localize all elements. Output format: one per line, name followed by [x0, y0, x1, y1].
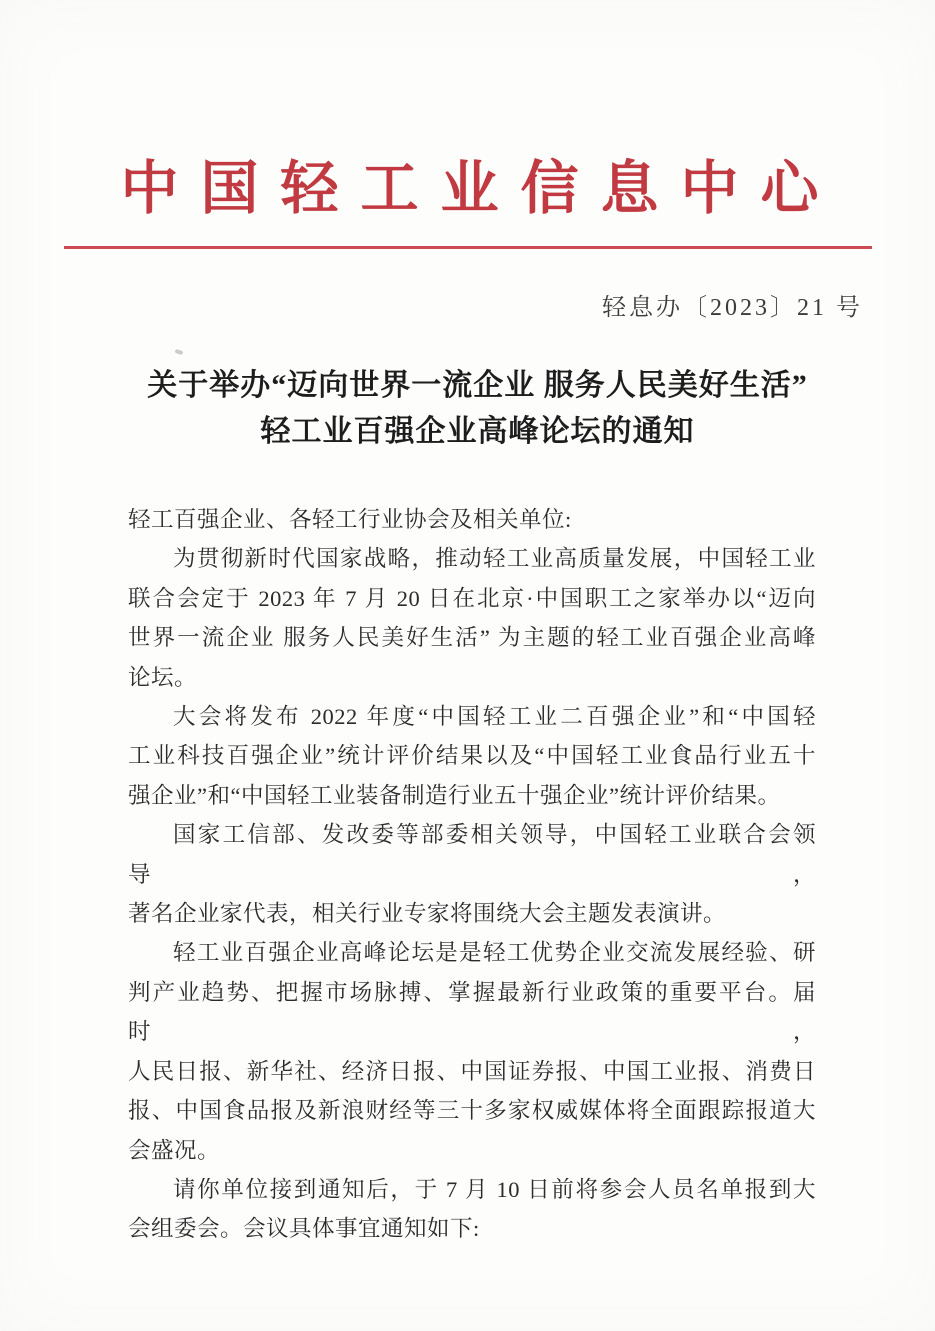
body-line: 世界一流企业 服务人民美好生活” 为主题的轻工业百强企业高峰	[128, 625, 816, 651]
body-line: 为贯彻新时代国家战略，推动轻工业高质量发展，中国轻工业	[173, 546, 816, 572]
body-line: 论坛。	[128, 664, 198, 690]
body-line: 判产业趋势、把握市场脉搏、掌握最新行业政策的重要平台。届时，	[128, 979, 816, 1045]
body-line: 会盛况。	[128, 1137, 221, 1163]
document-number: 轻息办〔2023〕21 号	[602, 295, 863, 321]
body-line: 工业科技百强企业”统计评价结果以及“中国轻工业食品行业五十	[128, 743, 816, 769]
body-line: 人民日报、新华社、经济日报、中国证券报、中国工业报、消费日	[128, 1058, 816, 1084]
body-line: 大会将发布 2022 年度“中国轻工业二百强企业”和“中国轻	[173, 704, 816, 730]
notice-body	[128, 500, 816, 1249]
body-line: 报、中国食品报及新浪财经等三十多家权威媒体将全面跟踪报道大	[128, 1098, 816, 1124]
letterhead-org-name: 中国轻工业信息中心	[120, 156, 841, 221]
scan-smudge	[175, 349, 184, 355]
body-line: 强企业”和“中国轻工业装备制造行业五十强企业”统计评价结果。	[128, 782, 781, 808]
body-line: 请你单位接到通知后，于 7 月 10 日前将参会人员名单报到大	[173, 1176, 816, 1202]
body-line: 轻工业百强企业高峰论坛是是轻工优势企业交流发展经验、研	[173, 940, 816, 966]
letterhead-rule	[64, 246, 872, 249]
notice-title	[10, 363, 935, 455]
body-line: 国家工信部、发改委等部委相关领导，中国轻工业联合会领导，	[128, 822, 816, 887]
body-line: 著名企业家代表，相关行业专家将围绕大会主题发表演讲。	[128, 901, 727, 927]
body-line: 会组委会。会议具体事宜通知如下:	[128, 1216, 480, 1242]
body-line-salutation: 轻工百强企业、各轻工行业协会及相关单位:	[128, 507, 572, 532]
body-line: 联合会定于 2023 年 7 月 20 日在北京·中国职工之家举办以“迈向	[128, 585, 816, 611]
notice-title-line1: 关于举办“迈向世界一流企业 服务人民美好生活”	[147, 369, 808, 402]
notice-title-line2: 轻工业百强企业高峰论坛的通知	[260, 415, 695, 448]
